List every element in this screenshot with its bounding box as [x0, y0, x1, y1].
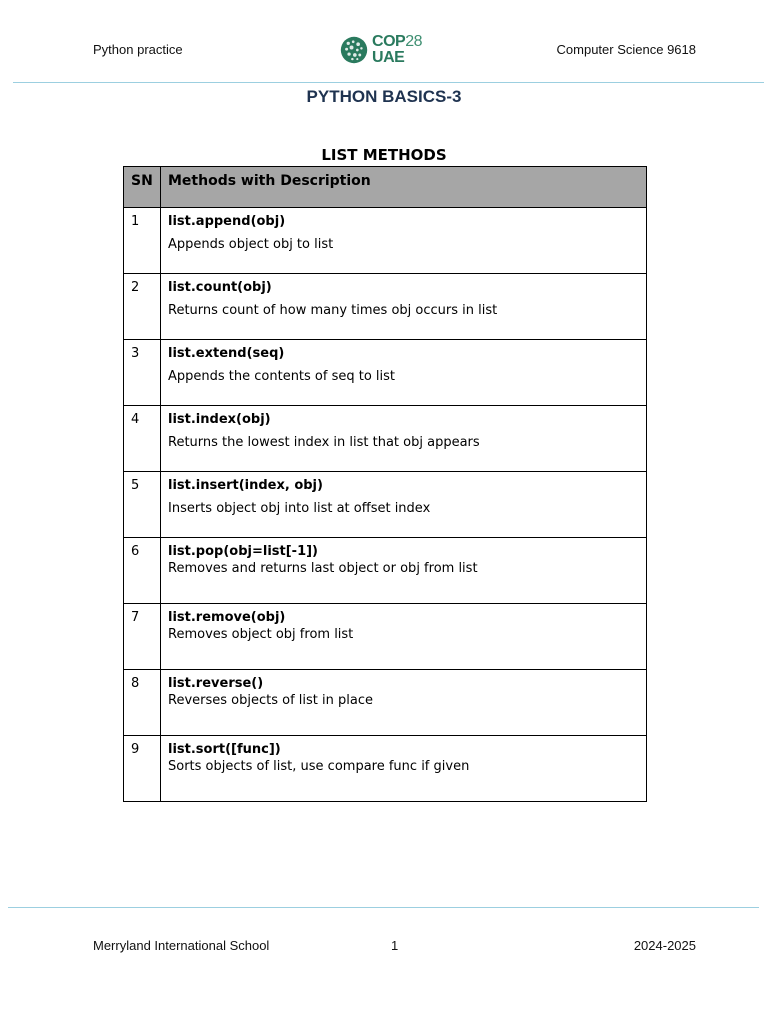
header-divider [13, 82, 764, 83]
row-method-cell [161, 208, 647, 274]
row-sn: 8 [124, 670, 161, 736]
table-header-row [124, 167, 647, 208]
method-description: Inserts object obj into list at offset index [168, 501, 431, 516]
column-header-methods: Methods with Description [161, 167, 647, 208]
table-row [124, 208, 647, 274]
table-row [124, 340, 647, 406]
logo-number-text: 28 [405, 33, 422, 50]
logo-cop-text: COP [372, 33, 406, 50]
row-sn: 1 [124, 208, 161, 274]
header-right-text: Computer Science 9618 [556, 42, 696, 57]
footer-page-number: 1 [391, 938, 399, 953]
row-sn: 6 [124, 538, 161, 604]
row-method-cell [161, 406, 647, 472]
row-method-cell [161, 472, 647, 538]
method-description: Removes object obj from list [168, 627, 354, 642]
table-row [124, 274, 647, 340]
table-row [124, 736, 647, 802]
table-row [124, 604, 647, 670]
footer-school-name: Merryland International School [93, 938, 270, 953]
footer-divider [8, 907, 759, 908]
method-signature: list.index(obj) [168, 412, 271, 427]
method-description: Appends object obj to list [168, 237, 334, 252]
method-signature: list.sort([func]) [168, 742, 281, 757]
row-method-cell [161, 274, 647, 340]
method-signature: list.pop(obj=list[-1]) [168, 544, 319, 559]
row-method-cell [161, 670, 647, 736]
method-signature: list.remove(obj) [168, 610, 286, 625]
method-signature: list.insert(index, obj) [168, 478, 323, 493]
method-description: Reverses objects of list in place [168, 693, 373, 708]
cop28-logo [340, 31, 422, 69]
method-description: Removes and returns last object or obj from list [168, 561, 478, 576]
row-method-cell [161, 340, 647, 406]
row-sn: 5 [124, 472, 161, 538]
method-signature: list.extend(seq) [168, 346, 285, 361]
row-method-cell [161, 736, 647, 802]
header-left-text: Python practice [93, 42, 183, 57]
row-sn: 4 [124, 406, 161, 472]
method-description: Returns the lowest index in list that obj appears [168, 435, 480, 450]
document-title: PYTHON BASICS-3 [306, 87, 462, 106]
table-title: LIST METHODS [321, 146, 447, 164]
method-signature: list.count(obj) [168, 280, 272, 295]
cop28-globe-icon [340, 33, 368, 67]
method-description: Appends the contents of seq to list [168, 369, 396, 384]
cop28-logo-text [372, 34, 422, 66]
table-row [124, 472, 647, 538]
row-method-cell [161, 538, 647, 604]
list-methods-table [123, 166, 647, 802]
method-description: Sorts objects of list, use compare func if given [168, 759, 470, 774]
table-row [124, 670, 647, 736]
method-description: Returns count of how many times obj occurs in list [168, 303, 498, 318]
row-sn: 9 [124, 736, 161, 802]
footer-academic-year: 2024-2025 [633, 938, 696, 953]
column-header-sn: SN [124, 167, 161, 208]
table-body [124, 208, 647, 802]
table-row [124, 406, 647, 472]
row-sn: 2 [124, 274, 161, 340]
row-method-cell [161, 604, 647, 670]
method-signature: list.reverse() [168, 676, 264, 691]
row-sn: 3 [124, 340, 161, 406]
table-row [124, 538, 647, 604]
logo-uae-text: UAE [372, 49, 405, 66]
row-sn: 7 [124, 604, 161, 670]
method-signature: list.append(obj) [168, 214, 286, 229]
